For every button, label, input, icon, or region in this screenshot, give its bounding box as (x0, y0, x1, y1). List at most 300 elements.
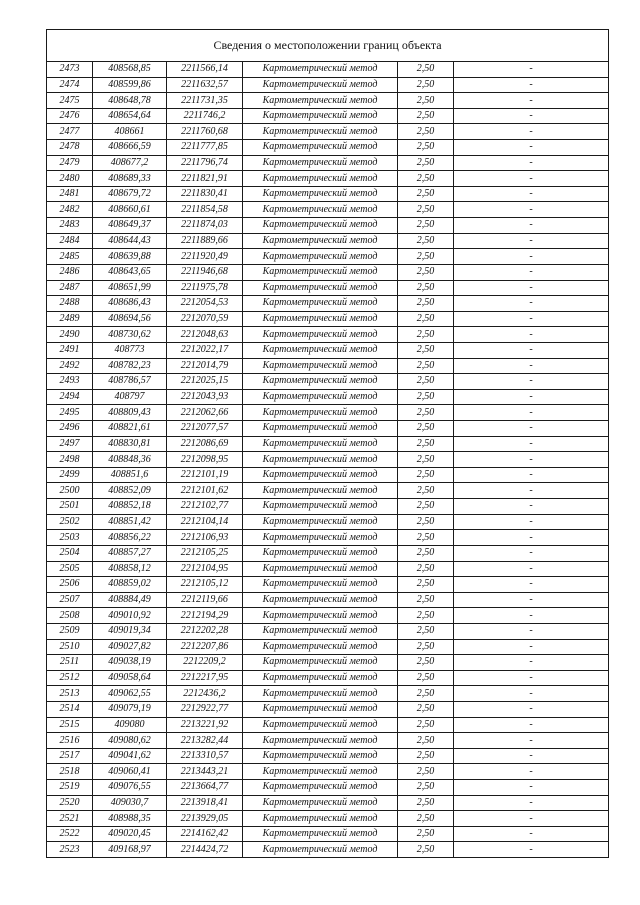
table-row (47, 545, 609, 561)
accuracy-cell: 2,50 (398, 124, 454, 140)
description-cell: - (454, 530, 609, 546)
accuracy-cell: 2,50 (398, 780, 454, 796)
accuracy-cell: 2,50 (398, 280, 454, 296)
method-cell: Картометрический метод (243, 545, 398, 561)
method-cell: Картометрический метод (243, 77, 398, 93)
description-cell: - (454, 421, 609, 437)
accuracy-cell: 2,50 (398, 155, 454, 171)
y-coordinate-cell: 2211975,78 (167, 280, 243, 296)
table-row (47, 140, 609, 156)
table-row (47, 124, 609, 140)
y-coordinate-cell: 2212101,19 (167, 467, 243, 483)
description-cell: - (454, 233, 609, 249)
document-page (46, 29, 608, 858)
x-coordinate-cell: 408851,42 (93, 514, 167, 530)
accuracy-cell: 2,50 (398, 655, 454, 671)
y-coordinate-cell: 2212922,77 (167, 701, 243, 717)
x-coordinate-cell: 408858,12 (93, 561, 167, 577)
table-body (47, 62, 609, 858)
description-cell: - (454, 249, 609, 265)
description-cell: - (454, 342, 609, 358)
accuracy-cell: 2,50 (398, 795, 454, 811)
x-coordinate-cell: 408884,49 (93, 592, 167, 608)
table-row (47, 436, 609, 452)
description-cell: - (454, 499, 609, 515)
point-number-cell: 2498 (47, 452, 93, 468)
y-coordinate-cell: 2212048,63 (167, 327, 243, 343)
accuracy-cell: 2,50 (398, 686, 454, 702)
x-coordinate-cell: 409038,19 (93, 655, 167, 671)
table-row (47, 623, 609, 639)
point-number-cell: 2489 (47, 311, 93, 327)
x-coordinate-cell: 409079,19 (93, 701, 167, 717)
x-coordinate-cell: 408848,36 (93, 452, 167, 468)
table-row (47, 483, 609, 499)
point-number-cell: 2497 (47, 436, 93, 452)
description-cell: - (454, 608, 609, 624)
method-cell: Картометрический метод (243, 764, 398, 780)
table-row (47, 389, 609, 405)
table-row (47, 467, 609, 483)
y-coordinate-cell: 2212098,95 (167, 452, 243, 468)
point-number-cell: 2502 (47, 514, 93, 530)
description-cell: - (454, 467, 609, 483)
table-row (47, 421, 609, 437)
method-cell: Картометрический метод (243, 93, 398, 109)
description-cell: - (454, 62, 609, 78)
accuracy-cell: 2,50 (398, 639, 454, 655)
method-cell: Картометрический метод (243, 530, 398, 546)
point-number-cell: 2513 (47, 686, 93, 702)
table-row (47, 358, 609, 374)
table-row (47, 296, 609, 312)
table-row (47, 733, 609, 749)
table-row (47, 280, 609, 296)
accuracy-cell: 2,50 (398, 77, 454, 93)
method-cell: Картометрический метод (243, 514, 398, 530)
method-cell: Картометрический метод (243, 218, 398, 234)
method-cell: Картометрический метод (243, 358, 398, 374)
accuracy-cell: 2,50 (398, 483, 454, 499)
y-coordinate-cell: 2212077,57 (167, 421, 243, 437)
x-coordinate-cell: 409041,62 (93, 748, 167, 764)
point-number-cell: 2495 (47, 405, 93, 421)
method-cell: Картометрический метод (243, 467, 398, 483)
point-number-cell: 2490 (47, 327, 93, 343)
x-coordinate-cell: 408686,43 (93, 296, 167, 312)
table-row (47, 701, 609, 717)
y-coordinate-cell: 2211731,35 (167, 93, 243, 109)
y-coordinate-cell: 2214162,42 (167, 826, 243, 842)
accuracy-cell: 2,50 (398, 389, 454, 405)
x-coordinate-cell: 409076,55 (93, 780, 167, 796)
method-cell: Картометрический метод (243, 452, 398, 468)
x-coordinate-cell: 408679,72 (93, 186, 167, 202)
x-coordinate-cell: 408651,99 (93, 280, 167, 296)
y-coordinate-cell: 2212105,12 (167, 577, 243, 593)
method-cell: Картометрический метод (243, 686, 398, 702)
x-coordinate-cell: 408689,33 (93, 171, 167, 187)
x-coordinate-cell: 409080 (93, 717, 167, 733)
x-coordinate-cell: 408852,18 (93, 499, 167, 515)
description-cell: - (454, 311, 609, 327)
point-number-cell: 2508 (47, 608, 93, 624)
y-coordinate-cell: 2211821,91 (167, 171, 243, 187)
x-coordinate-cell: 408654,64 (93, 108, 167, 124)
table-row (47, 342, 609, 358)
y-coordinate-cell: 2211889,66 (167, 233, 243, 249)
description-cell: - (454, 514, 609, 530)
method-cell: Картометрический метод (243, 842, 398, 858)
method-cell: Картометрический метод (243, 592, 398, 608)
point-number-cell: 2488 (47, 296, 93, 312)
accuracy-cell: 2,50 (398, 311, 454, 327)
y-coordinate-cell: 2212062,66 (167, 405, 243, 421)
x-coordinate-cell: 408694,56 (93, 311, 167, 327)
y-coordinate-cell: 2212436,2 (167, 686, 243, 702)
description-cell: - (454, 140, 609, 156)
point-number-cell: 2512 (47, 670, 93, 686)
table-row (47, 577, 609, 593)
point-number-cell: 2487 (47, 280, 93, 296)
description-cell: - (454, 780, 609, 796)
method-cell: Картометрический метод (243, 717, 398, 733)
accuracy-cell: 2,50 (398, 608, 454, 624)
table-row (47, 764, 609, 780)
point-number-cell: 2478 (47, 140, 93, 156)
description-cell: - (454, 374, 609, 390)
method-cell: Картометрический метод (243, 280, 398, 296)
table-row (47, 748, 609, 764)
x-coordinate-cell: 408677,2 (93, 155, 167, 171)
point-number-cell: 2479 (47, 155, 93, 171)
description-cell: - (454, 358, 609, 374)
x-coordinate-cell: 408648,78 (93, 93, 167, 109)
table-row (47, 311, 609, 327)
point-number-cell: 2504 (47, 545, 93, 561)
accuracy-cell: 2,50 (398, 171, 454, 187)
x-coordinate-cell: 408859,02 (93, 577, 167, 593)
method-cell: Картометрический метод (243, 186, 398, 202)
accuracy-cell: 2,50 (398, 545, 454, 561)
point-number-cell: 2476 (47, 108, 93, 124)
accuracy-cell: 2,50 (398, 264, 454, 280)
accuracy-cell: 2,50 (398, 140, 454, 156)
method-cell: Картометрический метод (243, 202, 398, 218)
x-coordinate-cell: 408568,85 (93, 62, 167, 78)
accuracy-cell: 2,50 (398, 436, 454, 452)
point-number-cell: 2519 (47, 780, 93, 796)
description-cell: - (454, 577, 609, 593)
table-row (47, 499, 609, 515)
x-coordinate-cell: 409060,41 (93, 764, 167, 780)
x-coordinate-cell: 408773 (93, 342, 167, 358)
point-number-cell: 2492 (47, 358, 93, 374)
table-title: Сведения о местоположении границ объекта (47, 30, 609, 62)
point-number-cell: 2520 (47, 795, 93, 811)
x-coordinate-cell: 408660,61 (93, 202, 167, 218)
x-coordinate-cell: 408643,65 (93, 264, 167, 280)
y-coordinate-cell: 2213664,77 (167, 780, 243, 796)
point-number-cell: 2505 (47, 561, 93, 577)
method-cell: Картометрический метод (243, 748, 398, 764)
method-cell: Картометрический метод (243, 608, 398, 624)
table-row (47, 327, 609, 343)
point-number-cell: 2517 (47, 748, 93, 764)
description-cell: - (454, 280, 609, 296)
method-cell: Картометрический метод (243, 795, 398, 811)
y-coordinate-cell: 2212102,77 (167, 499, 243, 515)
point-number-cell: 2501 (47, 499, 93, 515)
accuracy-cell: 2,50 (398, 670, 454, 686)
accuracy-cell: 2,50 (398, 202, 454, 218)
table-row (47, 842, 609, 858)
table-row (47, 811, 609, 827)
x-coordinate-cell: 408786,57 (93, 374, 167, 390)
point-number-cell: 2473 (47, 62, 93, 78)
y-coordinate-cell: 2212104,95 (167, 561, 243, 577)
table-row (47, 639, 609, 655)
point-number-cell: 2518 (47, 764, 93, 780)
description-cell: - (454, 623, 609, 639)
accuracy-cell: 2,50 (398, 623, 454, 639)
table-row (47, 93, 609, 109)
description-cell: - (454, 561, 609, 577)
point-number-cell: 2511 (47, 655, 93, 671)
point-number-cell: 2475 (47, 93, 93, 109)
point-number-cell: 2486 (47, 264, 93, 280)
y-coordinate-cell: 2212070,59 (167, 311, 243, 327)
table-row (47, 795, 609, 811)
table-row (47, 171, 609, 187)
point-number-cell: 2474 (47, 77, 93, 93)
table-row (47, 514, 609, 530)
y-coordinate-cell: 2212022,17 (167, 342, 243, 358)
point-number-cell: 2507 (47, 592, 93, 608)
y-coordinate-cell: 2213282,44 (167, 733, 243, 749)
description-cell: - (454, 202, 609, 218)
description-cell: - (454, 452, 609, 468)
x-coordinate-cell: 408852,09 (93, 483, 167, 499)
accuracy-cell: 2,50 (398, 405, 454, 421)
y-coordinate-cell: 2211920,49 (167, 249, 243, 265)
method-cell: Картометрический метод (243, 701, 398, 717)
y-coordinate-cell: 2212086,69 (167, 436, 243, 452)
description-cell: - (454, 327, 609, 343)
method-cell: Картометрический метод (243, 155, 398, 171)
y-coordinate-cell: 2212106,93 (167, 530, 243, 546)
table-row (47, 592, 609, 608)
x-coordinate-cell: 409019,34 (93, 623, 167, 639)
accuracy-cell: 2,50 (398, 561, 454, 577)
accuracy-cell: 2,50 (398, 108, 454, 124)
y-coordinate-cell: 2212217,95 (167, 670, 243, 686)
table-row (47, 374, 609, 390)
x-coordinate-cell: 408782,23 (93, 358, 167, 374)
table-row (47, 530, 609, 546)
method-cell: Картометрический метод (243, 62, 398, 78)
point-number-cell: 2480 (47, 171, 93, 187)
method-cell: Картометрический метод (243, 171, 398, 187)
accuracy-cell: 2,50 (398, 467, 454, 483)
description-cell: - (454, 639, 609, 655)
x-coordinate-cell: 408639,88 (93, 249, 167, 265)
method-cell: Картометрический метод (243, 108, 398, 124)
y-coordinate-cell: 2211746,2 (167, 108, 243, 124)
accuracy-cell: 2,50 (398, 233, 454, 249)
point-number-cell: 2496 (47, 421, 93, 437)
description-cell: - (454, 483, 609, 499)
y-coordinate-cell: 2212101,62 (167, 483, 243, 499)
description-cell: - (454, 171, 609, 187)
x-coordinate-cell: 409058,64 (93, 670, 167, 686)
method-cell: Картометрический метод (243, 296, 398, 312)
description-cell: - (454, 155, 609, 171)
description-cell: - (454, 108, 609, 124)
x-coordinate-cell: 409030,7 (93, 795, 167, 811)
y-coordinate-cell: 2212209,2 (167, 655, 243, 671)
point-number-cell: 2483 (47, 218, 93, 234)
accuracy-cell: 2,50 (398, 764, 454, 780)
y-coordinate-cell: 2211760,68 (167, 124, 243, 140)
point-number-cell: 2493 (47, 374, 93, 390)
point-number-cell: 2482 (47, 202, 93, 218)
description-cell: - (454, 795, 609, 811)
point-number-cell: 2515 (47, 717, 93, 733)
method-cell: Картометрический метод (243, 342, 398, 358)
method-cell: Картометрический метод (243, 327, 398, 343)
description-cell: - (454, 701, 609, 717)
method-cell: Картометрический метод (243, 623, 398, 639)
description-cell: - (454, 389, 609, 405)
method-cell: Картометрический метод (243, 670, 398, 686)
accuracy-cell: 2,50 (398, 374, 454, 390)
y-coordinate-cell: 2212104,14 (167, 514, 243, 530)
x-coordinate-cell: 408988,35 (93, 811, 167, 827)
y-coordinate-cell: 2213443,21 (167, 764, 243, 780)
description-cell: - (454, 717, 609, 733)
description-cell: - (454, 124, 609, 140)
accuracy-cell: 2,50 (398, 218, 454, 234)
accuracy-cell: 2,50 (398, 514, 454, 530)
accuracy-cell: 2,50 (398, 452, 454, 468)
table-row (47, 155, 609, 171)
description-cell: - (454, 296, 609, 312)
x-coordinate-cell: 409010,92 (93, 608, 167, 624)
accuracy-cell: 2,50 (398, 592, 454, 608)
point-number-cell: 2500 (47, 483, 93, 499)
description-cell: - (454, 764, 609, 780)
y-coordinate-cell: 2212119,66 (167, 592, 243, 608)
table-row (47, 655, 609, 671)
x-coordinate-cell: 408856,22 (93, 530, 167, 546)
method-cell: Картометрический метод (243, 733, 398, 749)
point-number-cell: 2494 (47, 389, 93, 405)
accuracy-cell: 2,50 (398, 811, 454, 827)
x-coordinate-cell: 408821,61 (93, 421, 167, 437)
method-cell: Картометрический метод (243, 124, 398, 140)
description-cell: - (454, 842, 609, 858)
y-coordinate-cell: 2211566,14 (167, 62, 243, 78)
x-coordinate-cell: 408661 (93, 124, 167, 140)
table-row (47, 608, 609, 624)
y-coordinate-cell: 2211854,58 (167, 202, 243, 218)
method-cell: Картометрический метод (243, 655, 398, 671)
method-cell: Картометрический метод (243, 561, 398, 577)
y-coordinate-cell: 2213918,41 (167, 795, 243, 811)
accuracy-cell: 2,50 (398, 342, 454, 358)
accuracy-cell: 2,50 (398, 577, 454, 593)
y-coordinate-cell: 2213221,92 (167, 717, 243, 733)
table-row (47, 186, 609, 202)
point-number-cell: 2481 (47, 186, 93, 202)
accuracy-cell: 2,50 (398, 421, 454, 437)
y-coordinate-cell: 2212014,79 (167, 358, 243, 374)
method-cell: Картометрический метод (243, 421, 398, 437)
table-row (47, 717, 609, 733)
point-number-cell: 2514 (47, 701, 93, 717)
point-number-cell: 2477 (47, 124, 93, 140)
point-number-cell: 2523 (47, 842, 93, 858)
x-coordinate-cell: 408809,43 (93, 405, 167, 421)
accuracy-cell: 2,50 (398, 62, 454, 78)
table-row (47, 218, 609, 234)
point-number-cell: 2499 (47, 467, 93, 483)
point-number-cell: 2485 (47, 249, 93, 265)
description-cell: - (454, 77, 609, 93)
method-cell: Картометрический метод (243, 389, 398, 405)
description-cell: - (454, 93, 609, 109)
method-cell: Картометрический метод (243, 249, 398, 265)
x-coordinate-cell: 408857,27 (93, 545, 167, 561)
description-cell: - (454, 670, 609, 686)
x-coordinate-cell: 409027,82 (93, 639, 167, 655)
table-row (47, 826, 609, 842)
description-cell: - (454, 436, 609, 452)
method-cell: Картометрический метод (243, 140, 398, 156)
point-number-cell: 2506 (47, 577, 93, 593)
boundary-coordinates-table (46, 29, 609, 858)
y-coordinate-cell: 2213929,05 (167, 811, 243, 827)
point-number-cell: 2509 (47, 623, 93, 639)
description-cell: - (454, 748, 609, 764)
description-cell: - (454, 592, 609, 608)
accuracy-cell: 2,50 (398, 701, 454, 717)
method-cell: Картометрический метод (243, 577, 398, 593)
table-row (47, 77, 609, 93)
method-cell: Картометрический метод (243, 811, 398, 827)
point-number-cell: 2510 (47, 639, 93, 655)
accuracy-cell: 2,50 (398, 327, 454, 343)
table-title-row (47, 30, 609, 62)
method-cell: Картометрический метод (243, 405, 398, 421)
description-cell: - (454, 826, 609, 842)
y-coordinate-cell: 2211632,57 (167, 77, 243, 93)
y-coordinate-cell: 2211946,68 (167, 264, 243, 280)
y-coordinate-cell: 2212054,53 (167, 296, 243, 312)
point-number-cell: 2521 (47, 811, 93, 827)
method-cell: Картометрический метод (243, 499, 398, 515)
x-coordinate-cell: 408599,86 (93, 77, 167, 93)
description-cell: - (454, 811, 609, 827)
accuracy-cell: 2,50 (398, 186, 454, 202)
accuracy-cell: 2,50 (398, 826, 454, 842)
description-cell: - (454, 218, 609, 234)
y-coordinate-cell: 2212025,15 (167, 374, 243, 390)
table-row (47, 62, 609, 78)
description-cell: - (454, 655, 609, 671)
method-cell: Картометрический метод (243, 483, 398, 499)
